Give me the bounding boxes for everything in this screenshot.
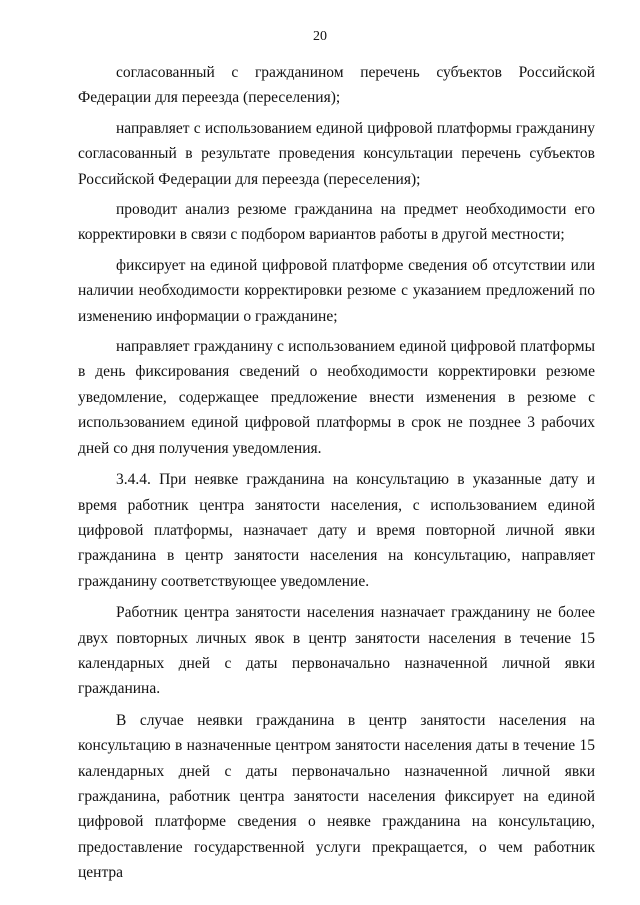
paragraph-analyze-resume: проводит анализ резюме гражданина на предмет необходимости его корректировки в связи с подбором вариантов работы в другой местности; <box>78 201 595 244</box>
paragraph-repeat-appointments: Работник центра занятости населения назначает гражданину не более двух повторных личных явок в центр занятости населения в течение 15 календарных дней с даты первоначально назначенной личной явки гражданина. <box>78 604 595 698</box>
paragraph-send-subjects-list: направляет с использованием единой цифровой платформы гражданину согласованный в результате проведения консультации перечень субъектов Российской Федерации для переезда (переселения); <box>78 119 595 188</box>
paragraph-approved-subjects-list: согласованный с гражданином перечень субъектов Российской Федерации для переезда (переселения); <box>78 64 595 107</box>
paragraph-record-resume-correction: фиксирует на единой цифровой платформе сведения об отсутствии или наличии необходимости корректировки резюме с указанием предложений по изменению информации о гражданине; <box>78 256 595 325</box>
paragraph-send-notification: направляет гражданину с использованием единой цифровой платформы в день фиксирования сведений о необходимости корректировки резюме уведомление, содержащее предложение внести изменения в резюме с использованием единой цифровой платформы в срок не позднее 3 рабочих дней со дня получения уведомления. <box>78 338 595 457</box>
paragraph-non-appearance: В случае неявки гражданина в центр занятости населения на консультацию в назначенные центром занятости населения даты в течение 15 календарных дней с даты первоначально назначенной личной явки гражданина, работник центра занятости населения фиксирует на единой цифровой платформе сведения о неявке гражданина на консультацию, предоставление государственной услуги прекращается, о чем работник центра <box>78 711 595 882</box>
page-number: 20 <box>313 29 327 44</box>
paragraph-section-3-4-4: 3.4.4. При неявке гражданина на консультацию в указанные дату и время работник центра занятости населения, с использованием единой цифровой платформы, назначает дату и время повторной личной явки гражданина в центр занятости населения на консультацию, направляет гражданину соответствующее уведомление. <box>78 471 595 590</box>
document-body <box>78 60 595 891</box>
